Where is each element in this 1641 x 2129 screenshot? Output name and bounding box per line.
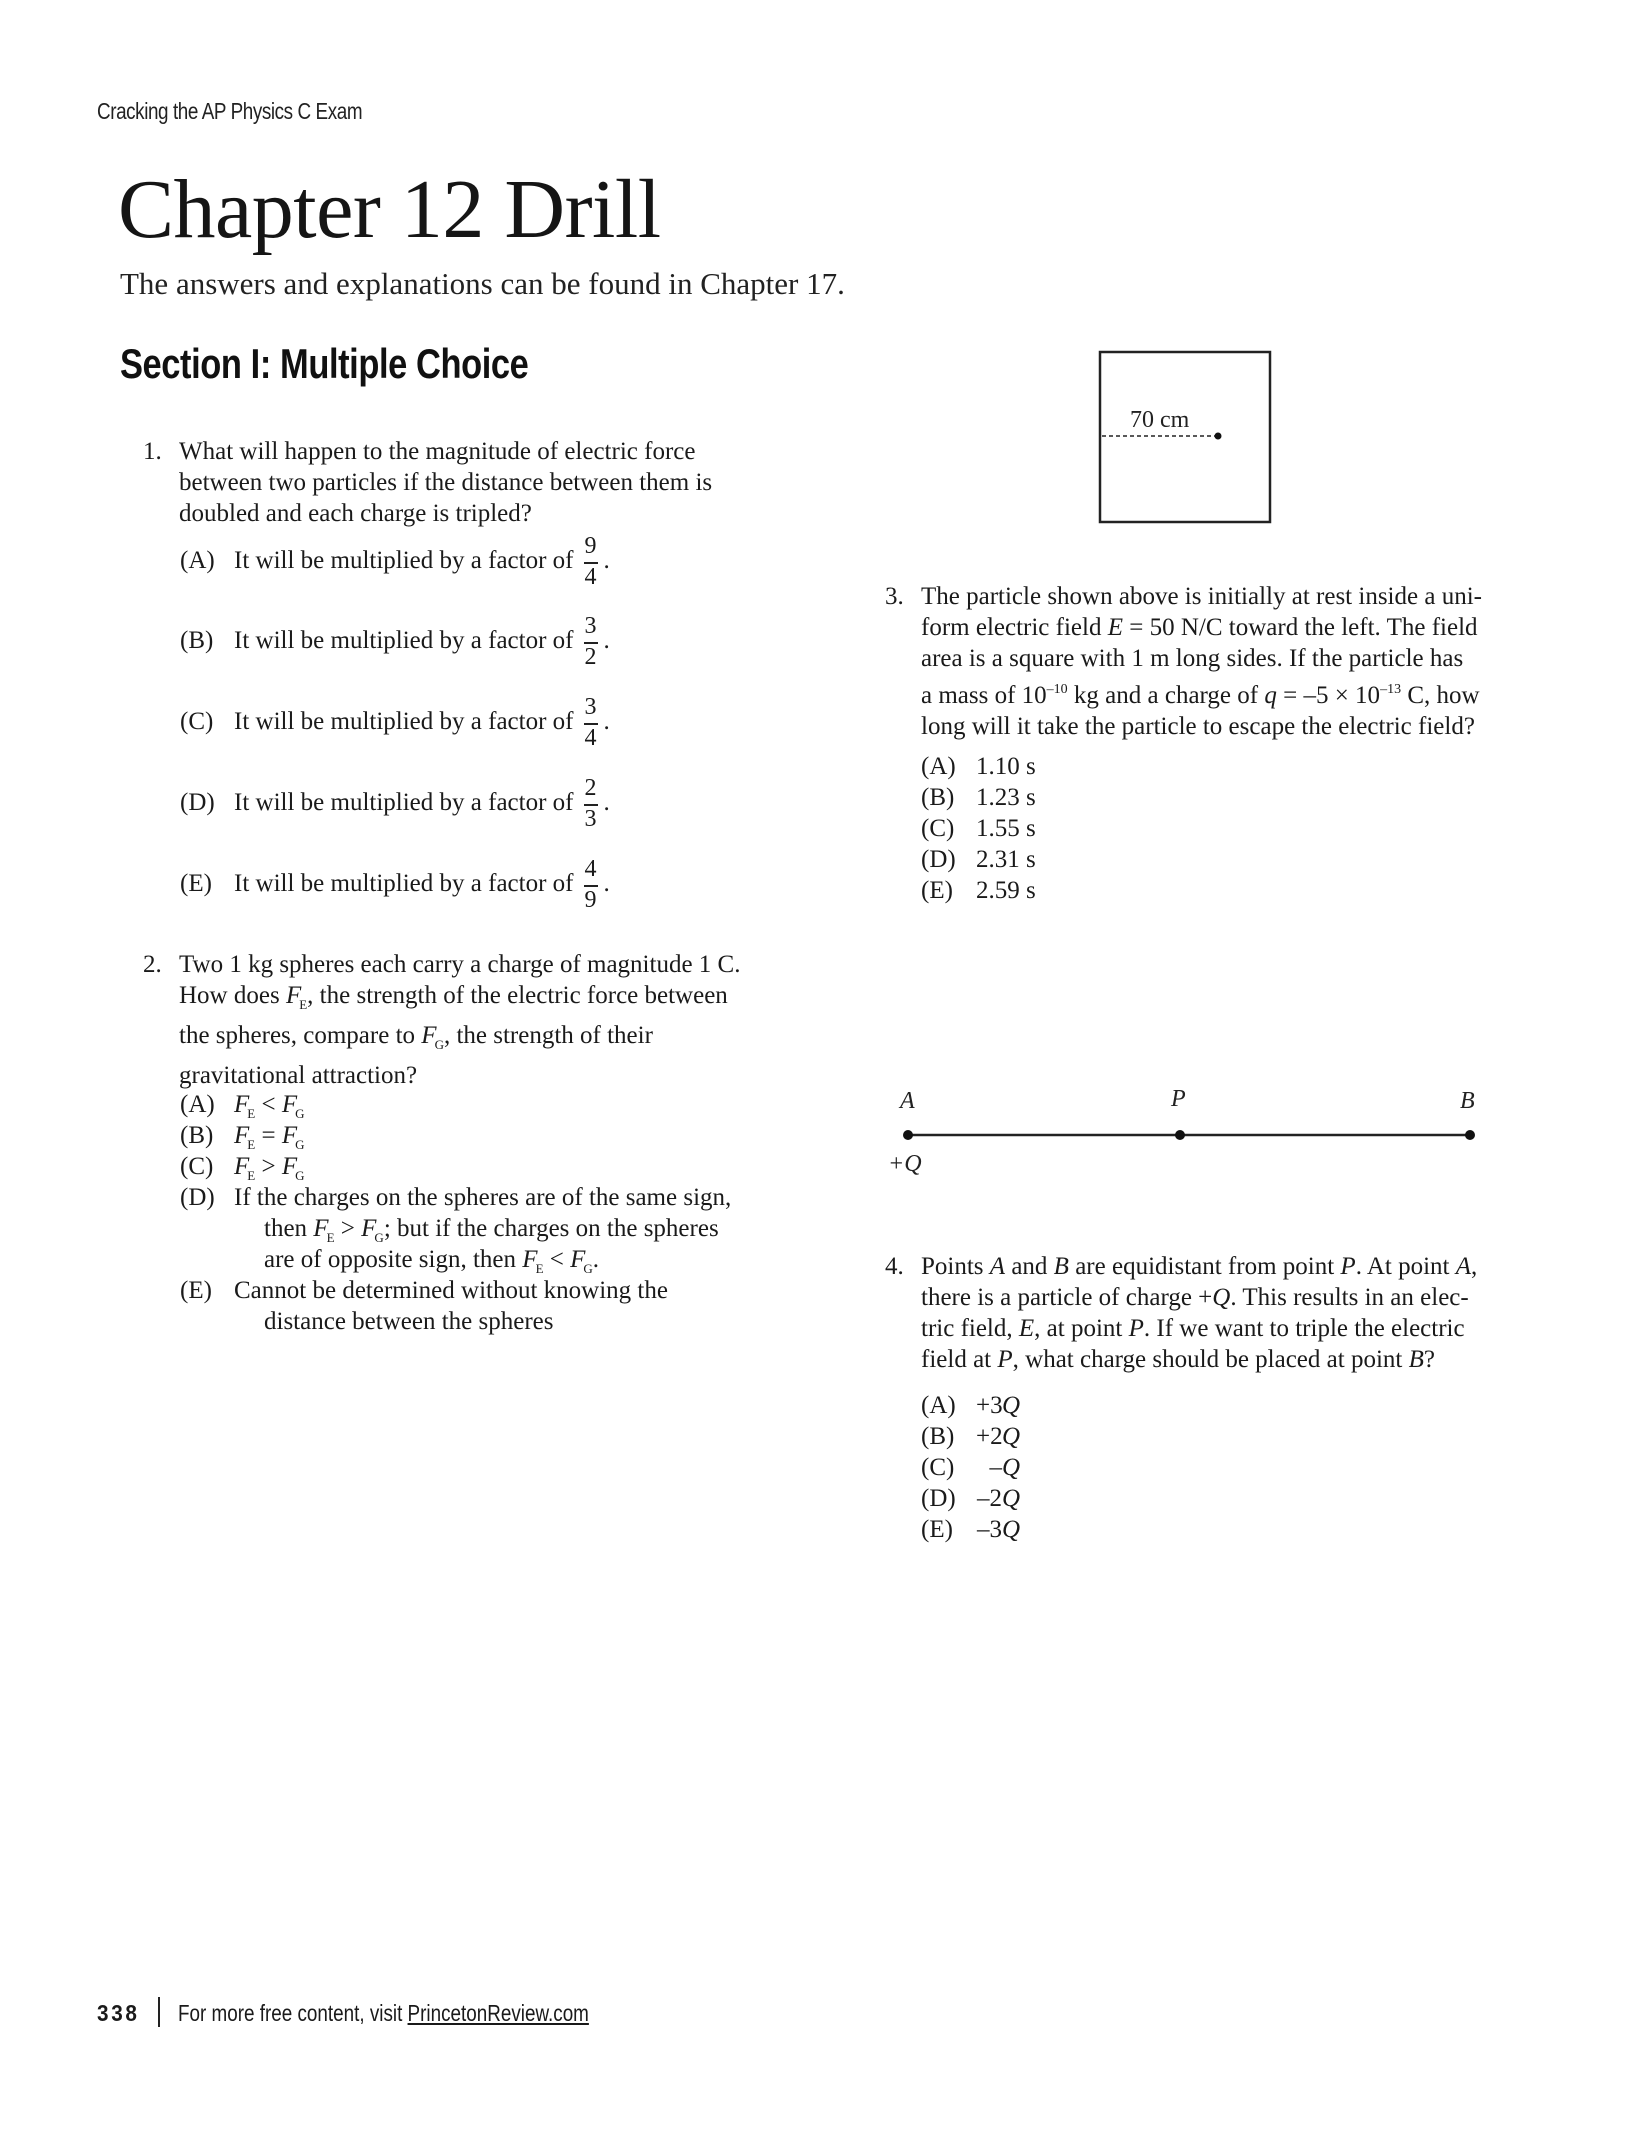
question-stem: What will happen to the magnitude of electric force between two particles if the distance between them is doubled and each charge is tripled?	[179, 438, 713, 527]
option-text: It will be multiplied by a factor of	[234, 627, 574, 654]
option-value: 1.10 s	[976, 753, 1036, 780]
option-letter: (A)	[180, 1091, 215, 1118]
q3-option-e[interactable]	[921, 875, 1036, 906]
princeton-review-link[interactable]: PrincetonReview.com	[407, 2000, 589, 2026]
q1-option-a[interactable]: (A) It will be multiplied by a factor of $\frac{9}{4}$ .	[180, 545, 610, 576]
section-heading: Section I: Multiple Choice	[120, 340, 529, 387]
running-header: Cracking the AP Physics C Exam	[97, 98, 363, 124]
q4-option-e[interactable]: (E) –3Q	[921, 1516, 1021, 1543]
option-text: It will be multiplied by a factor of	[234, 789, 574, 816]
question-number: 3.	[885, 583, 904, 610]
option-value: 2.31 s	[976, 846, 1036, 873]
footer-divider	[158, 1997, 160, 2027]
fraction-denominator: 4	[584, 564, 597, 590]
q4-option-b[interactable]: (B) +2Q	[921, 1423, 1021, 1450]
q3-option-a[interactable]	[921, 751, 1036, 782]
line-apb-figure	[880, 1090, 1500, 1180]
square-field-figure	[1090, 345, 1290, 535]
fraction-numerator: 2	[584, 775, 597, 801]
label-p: P	[1171, 1090, 1186, 1112]
fraction	[582, 613, 602, 670]
charge-label-a: +Q	[888, 1151, 922, 1177]
fraction-numerator: 3	[584, 694, 597, 720]
field-square	[1100, 352, 1270, 522]
q1-option-b[interactable]: (B) It will be multiplied by a factor of $\frac{3}{2}$ .	[180, 625, 610, 656]
particle-dot	[1215, 433, 1222, 440]
question-number: 2.	[143, 951, 162, 978]
q3-option-c[interactable]	[921, 813, 1036, 844]
point-b-dot	[1465, 1130, 1475, 1140]
q2-option-b[interactable]: (B) $F_E = F_G$	[180, 1122, 305, 1152]
option-letter: (A)	[921, 1392, 956, 1419]
q4-option-c[interactable]: (C) –Q	[921, 1454, 1021, 1481]
question-number: 1.	[143, 438, 162, 465]
point-p-dot	[1175, 1130, 1185, 1140]
option-text: It will be multiplied by a factor of	[234, 708, 574, 735]
fraction	[582, 775, 602, 832]
option-letter: (D)	[921, 846, 956, 873]
fraction-denominator: 4	[584, 725, 597, 751]
q2-option-a[interactable]: (A) $F_E < F_G$	[180, 1091, 305, 1121]
chapter-subtitle: The answers and explanations can be found in Chapter 17.	[120, 266, 845, 301]
page-number: 338	[97, 2000, 140, 2026]
q4-option-a[interactable]: (A) +3Q	[921, 1392, 1021, 1419]
option-letter: (C)	[921, 815, 955, 842]
fraction-denominator: 9	[584, 887, 597, 913]
option-letter: (A)	[921, 753, 956, 780]
fraction-denominator: 3	[584, 806, 597, 832]
label-b: B	[1460, 1090, 1475, 1114]
label-a: A	[900, 1090, 915, 1114]
q3-option-d[interactable]	[921, 844, 1036, 875]
option-letter: (B)	[180, 1122, 214, 1149]
fraction-numerator: 3	[584, 613, 597, 639]
page-footer	[97, 1997, 679, 2027]
option-letter: (D)	[921, 1485, 956, 1512]
option-letter: (C)	[921, 1454, 955, 1481]
q2-option-d[interactable]: (D) If the charges on the spheres are of the same sign, then $F_E > F_G$; but if the charges on the spheres are of opposite sign, then $F_E < F_G$.	[180, 1184, 732, 1276]
option-value: 1.55 s	[976, 815, 1036, 842]
option-value: 2.59 s	[976, 877, 1036, 904]
question-stem: Two 1 kg spheres each carry a charge of magnitude 1 C. How does $F_E$, the strength of the electric force between the spheres, compare to $F_G$, the strength of their gravitational attraction?	[179, 951, 741, 1089]
option-letter: (E)	[180, 870, 212, 897]
option-letter: (C)	[180, 1153, 214, 1180]
q1-option-d[interactable]: (D) It will be multiplied by a factor of $\frac{2}{3}$ .	[180, 787, 610, 818]
option-value: 1.23 s	[976, 784, 1036, 811]
question-stem: The particle shown above is initially at rest inside a uni- form electric field E = 50 N/C toward the left. The field area is a square with 1 m long sides. If the particle has a mass of $10^{-10}$ kg and a charge of $q = -5 \times 10^{-13}$ C, how long will it take the particle to escape the electric field?	[921, 583, 1482, 740]
q3-option-b[interactable]	[921, 782, 1036, 813]
option-letter: (E)	[180, 1277, 212, 1304]
fraction	[582, 856, 602, 913]
option-text: It will be multiplied by a factor of	[234, 547, 574, 574]
option-text: It will be multiplied by a factor of	[234, 870, 574, 897]
question-number: 4.	[885, 1253, 904, 1280]
fraction	[582, 533, 602, 590]
option-letter: (D)	[180, 1184, 215, 1211]
option-letter: (D)	[180, 789, 215, 816]
option-letter: (E)	[921, 1516, 953, 1543]
fraction-denominator: 2	[584, 644, 597, 670]
option-letter: (A)	[180, 547, 215, 574]
option-letter: (C)	[180, 708, 214, 735]
q2-option-c[interactable]: (C) $F_E > F_G$	[180, 1153, 305, 1183]
question-stem: Points A and B are equidistant from point P. At point A, there is a particle of charge +Q. This results in an elec- tric field, E, at point P. If we want to triple the electric field at P, what charge should be placed at point B?	[921, 1253, 1478, 1373]
chapter-title: Chapter 12 Drill	[118, 163, 661, 256]
option-letter: (B)	[921, 784, 955, 811]
footer-message: For more free content, visit	[177, 2000, 408, 2026]
q1-option-c[interactable]: (C) It will be multiplied by a factor of $\frac{3}{4}$ .	[180, 706, 610, 737]
option-letter: (E)	[921, 877, 953, 904]
fraction	[582, 694, 602, 751]
q2-option-e[interactable]: (E) Cannot be determined without knowing the distance between the spheres	[180, 1277, 668, 1335]
option-letter: (B)	[180, 627, 214, 654]
fraction-numerator: 9	[584, 533, 597, 559]
distance-label: 70 cm	[1130, 407, 1190, 433]
point-a-dot	[903, 1130, 913, 1140]
q4-option-d[interactable]: (D) –2Q	[921, 1485, 1021, 1512]
q1-option-e[interactable]: (E) It will be multiplied by a factor of $\frac{4}{9}$ .	[180, 868, 610, 899]
option-letter: (B)	[921, 1423, 955, 1450]
fraction-numerator: 4	[584, 856, 597, 882]
